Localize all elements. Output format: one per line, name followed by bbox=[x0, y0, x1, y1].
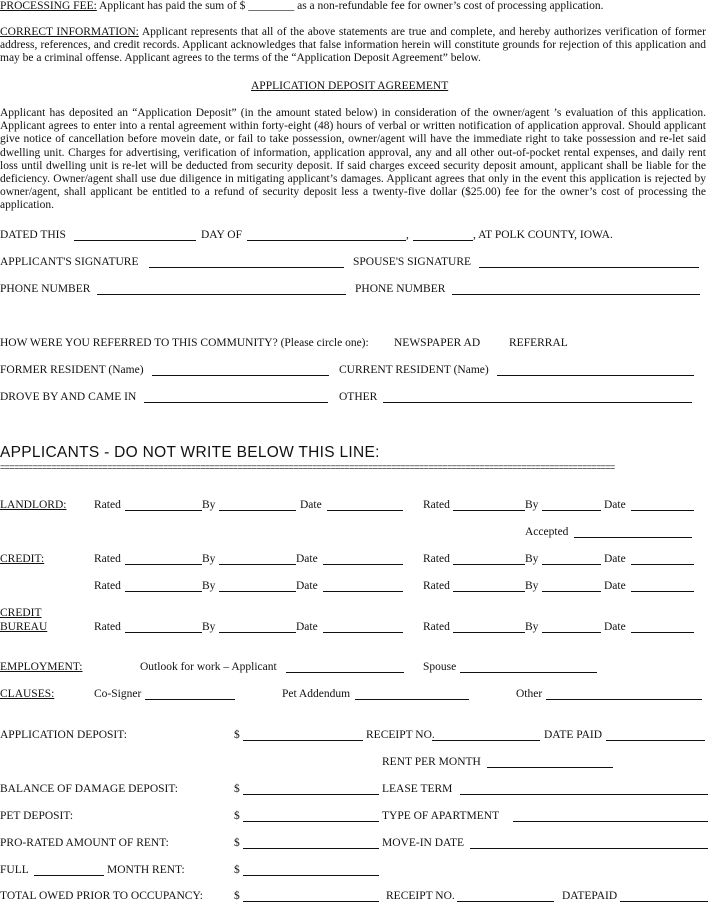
bureau-by-2-field[interactable] bbox=[542, 632, 601, 633]
outlook-spouse-field[interactable] bbox=[460, 672, 597, 673]
landlord-date-1-field[interactable] bbox=[327, 510, 403, 511]
credit-by-3-label: By bbox=[202, 580, 216, 592]
drove-by-label: DROVE BY AND CAME IN bbox=[0, 391, 137, 403]
bureau-date-2-label: Date bbox=[604, 621, 626, 633]
bureau-date-2-field[interactable] bbox=[631, 632, 694, 633]
processing-fee-text-1: Applicant has paid the sum of $ bbox=[96, 0, 249, 12]
co-signer-field[interactable] bbox=[145, 699, 235, 700]
type-apartment-label: TYPE OF APARTMENT bbox=[382, 810, 500, 822]
landlord-rated-2-label: Rated bbox=[423, 499, 450, 511]
current-resident-field[interactable] bbox=[497, 375, 694, 376]
applicant-phone-label: PHONE NUMBER bbox=[0, 283, 91, 295]
clauses-other-field[interactable] bbox=[546, 699, 702, 700]
outlook-label: Outlook for work – Applicant bbox=[140, 661, 277, 673]
credit-label: CREDIT: bbox=[0, 553, 45, 565]
referral-option-referral[interactable]: REFERRAL bbox=[509, 337, 568, 349]
applicant-signature-field[interactable] bbox=[149, 267, 344, 268]
date-paid-1-field[interactable] bbox=[606, 740, 705, 741]
landlord-by-2-field[interactable] bbox=[542, 510, 601, 511]
bureau-by-2-label: By bbox=[525, 621, 539, 633]
balance-damage-label: BALANCE OF DAMAGE DEPOSIT: bbox=[0, 783, 179, 795]
spouse-phone-label: PHONE NUMBER bbox=[355, 283, 446, 295]
pro-rated-dollar: $ bbox=[234, 837, 240, 849]
total-owed-label: TOTAL OWED PRIOR TO OCCUPANCY: bbox=[0, 890, 203, 902]
application-deposit-field[interactable] bbox=[243, 740, 363, 741]
month-rent-label: MONTH RENT: bbox=[107, 864, 185, 876]
date-paid-1-label: DATE PAID bbox=[544, 729, 603, 741]
outlook-applicant-field[interactable] bbox=[286, 672, 404, 673]
referral-question: HOW WERE YOU REFERRED TO THIS COMMUNITY? (Please circle one): bbox=[0, 337, 369, 349]
landlord-by-1-label: By bbox=[202, 499, 216, 511]
co-signer-label: Co-Signer bbox=[94, 688, 142, 700]
accepted-field[interactable] bbox=[574, 537, 692, 538]
applicant-signature-label: APPLICANT'S SIGNATURE bbox=[0, 256, 139, 268]
bureau-date-1-label: Date bbox=[296, 621, 318, 633]
credit-by-2-label: By bbox=[525, 553, 539, 565]
pet-addendum-field[interactable] bbox=[355, 699, 469, 700]
dated-this-label: DATED THIS bbox=[0, 229, 66, 241]
deposit-agreement-paragraph: Applicant has deposited an “Application Deposit” (in the amount stated below) in consideration of the owner/agent ’s evaluation of this application. Applicant agrees to enter into a rental agreement within forty-eight (48) hours of verbal or written notification of application approval. Should applicant give notice of cancellation before movein date, or fail to take possession, owner/agent will have the immediate right to take possession and re-let said dwelling unit. Charges for advertising, verification of information, application approval, any and all other out-of-pocket rental expenses, and daily rent loss until dwelling unit is re-let will be deducted from security deposit. If said charges exceed security deposit amount, applicant shall be liable for the deficiency. Owner/agent shall use due diligence in mitigating applicant’s damages. Applicant agrees that only in the event this application is rejected by owner/agent, shall applicant be entitled to a refund of security deposit less a twenty-five dollar ($25.00) fee for the owner’s cost of processing the application. bbox=[0, 107, 706, 212]
processing-fee-text-2: as a non-refundable fee for owner’s cost of processing application. bbox=[294, 0, 604, 12]
credit-date-2-field[interactable] bbox=[631, 564, 694, 565]
full-label: FULL bbox=[0, 864, 29, 876]
application-deposit-dollar: $ bbox=[234, 729, 240, 741]
bureau-rated-2-field[interactable] bbox=[453, 632, 525, 633]
bureau-by-1-label: By bbox=[202, 621, 216, 633]
separator-line: ==================================================================================================================================== bbox=[0, 462, 615, 472]
credit-rated-2-field[interactable] bbox=[453, 564, 525, 565]
application-deposit-label: APPLICATION DEPOSIT: bbox=[0, 729, 127, 741]
bureau-rated-2-label: Rated bbox=[423, 621, 450, 633]
credit-rated-1-label: Rated bbox=[94, 553, 121, 565]
full-month-dollar: $ bbox=[234, 864, 240, 876]
landlord-date-1-label: Date bbox=[300, 499, 322, 511]
referral-option-newspaper[interactable]: NEWSPAPER AD bbox=[394, 337, 481, 349]
other-referral-label: OTHER bbox=[339, 391, 378, 403]
bureau-rated-1-label: Rated bbox=[94, 621, 121, 633]
receipt-no-2-label: RECEIPT NO. bbox=[386, 890, 455, 902]
credit-date-1-field[interactable] bbox=[323, 564, 403, 565]
credit-date-4-label: Date bbox=[604, 580, 626, 592]
lease-term-label: LEASE TERM bbox=[382, 783, 453, 795]
balance-damage-field[interactable] bbox=[243, 794, 379, 795]
pet-deposit-field[interactable] bbox=[243, 821, 379, 822]
credit-rated-3-label: Rated bbox=[94, 580, 121, 592]
credit-date-2-label: Date bbox=[604, 553, 626, 565]
processing-fee-line bbox=[0, 0, 603, 13]
spouse-label: Spouse bbox=[423, 661, 457, 673]
correct-information-text: Applicant represents that all of the above statements are true and complete, and hereby authorizes verification of former address, references, and credit records. Applicant acknowledges that false information herein will constitute grounds for rejection of this application and may be a criminal offense. Applicant agrees to the terms of the “Application Deposit Agreement” below. bbox=[0, 26, 706, 65]
lease-term-field[interactable] bbox=[460, 794, 708, 795]
date-paid-2-field[interactable] bbox=[620, 901, 708, 902]
spouse-phone-field[interactable] bbox=[452, 294, 700, 295]
deposit-agreement-heading: APPLICATION DEPOSIT AGREEMENT bbox=[251, 80, 449, 92]
date-comma: , bbox=[406, 229, 409, 241]
current-resident-label: CURRENT RESIDENT (Name) bbox=[339, 364, 489, 376]
other-referral-field[interactable] bbox=[383, 402, 692, 403]
landlord-label: LANDLORD: bbox=[0, 499, 67, 511]
receipt-no-1-field[interactable] bbox=[432, 740, 540, 741]
clauses-label: CLAUSES: bbox=[0, 688, 55, 700]
credit-by-4-label: By bbox=[525, 580, 539, 592]
spouse-signature-field[interactable] bbox=[479, 267, 699, 268]
correct-information-paragraph bbox=[0, 26, 706, 66]
credit-rated-3-field[interactable] bbox=[125, 591, 202, 592]
pro-rated-field[interactable] bbox=[243, 848, 379, 849]
day-of-field[interactable] bbox=[247, 240, 406, 241]
total-owed-dollar: $ bbox=[234, 890, 240, 902]
former-resident-field[interactable] bbox=[152, 375, 329, 376]
pet-deposit-label: PET DEPOSIT: bbox=[0, 810, 74, 822]
total-owed-field[interactable] bbox=[243, 901, 379, 902]
office-use-heading: APPLICANTS - DO NOT WRITE BELOW THIS LINE: bbox=[0, 444, 380, 461]
landlord-date-2-label: Date bbox=[604, 499, 626, 511]
at-polk-county-label: , AT POLK COUNTY, IOWA. bbox=[473, 229, 613, 241]
receipt-no-1-label: RECEIPT NO. bbox=[366, 729, 435, 741]
pro-rated-label: PRO-RATED AMOUNT OF RENT: bbox=[0, 837, 169, 849]
spouse-signature-label: SPOUSE'S SIGNATURE bbox=[353, 256, 472, 268]
credit-rated-4-field[interactable] bbox=[453, 591, 525, 592]
dated-this-field[interactable] bbox=[74, 240, 196, 241]
credit-date-3-label: Date bbox=[296, 580, 318, 592]
credit-date-1-label: Date bbox=[296, 553, 318, 565]
employment-label: EMPLOYMENT: bbox=[0, 661, 83, 673]
landlord-rated-1-field[interactable] bbox=[125, 510, 202, 511]
accepted-label: Accepted bbox=[525, 526, 569, 538]
move-in-date-label: MOVE-IN DATE bbox=[382, 837, 465, 849]
credit-date-4-field[interactable] bbox=[631, 591, 694, 592]
year-field[interactable] bbox=[413, 240, 473, 241]
day-of-label: DAY OF bbox=[201, 229, 243, 241]
full-month-count-field[interactable] bbox=[34, 875, 104, 876]
type-apartment-field[interactable] bbox=[513, 821, 708, 822]
rent-per-month-field[interactable] bbox=[487, 767, 613, 768]
bureau-date-1-field[interactable] bbox=[323, 632, 403, 633]
credit-by-2-field[interactable] bbox=[542, 564, 601, 565]
rent-per-month-label: RENT PER MONTH bbox=[382, 756, 481, 768]
applicant-phone-field[interactable] bbox=[97, 294, 346, 295]
landlord-by-2-label: By bbox=[525, 499, 539, 511]
clauses-other-label: Other bbox=[516, 688, 543, 700]
bureau-rated-1-field[interactable] bbox=[125, 632, 202, 633]
date-paid-2-label: DATEPAID bbox=[562, 890, 618, 902]
credit-bureau-label-2: BUREAU bbox=[0, 621, 48, 633]
landlord-by-1-field[interactable] bbox=[219, 510, 296, 511]
credit-by-1-field[interactable] bbox=[219, 564, 296, 565]
correct-information-label: CORRECT INFORMATION: bbox=[0, 26, 139, 38]
credit-rated-1-field[interactable] bbox=[125, 564, 202, 565]
landlord-rated-1-label: Rated bbox=[94, 499, 121, 511]
credit-bureau-label-1: CREDIT bbox=[0, 607, 42, 619]
credit-rated-2-label: Rated bbox=[423, 553, 450, 565]
processing-fee-label: PROCESSING FEE: bbox=[0, 0, 97, 12]
drove-by-field[interactable] bbox=[144, 402, 328, 403]
credit-rated-4-label: Rated bbox=[423, 580, 450, 592]
receipt-no-2-field[interactable] bbox=[457, 901, 554, 902]
full-month-rent-field[interactable] bbox=[243, 875, 379, 876]
landlord-date-2-field[interactable] bbox=[631, 510, 694, 511]
processing-fee-blank[interactable]: ________ bbox=[248, 0, 295, 12]
landlord-rated-2-field[interactable] bbox=[453, 510, 525, 511]
bureau-by-1-field[interactable] bbox=[219, 632, 296, 633]
credit-date-3-field[interactable] bbox=[323, 591, 403, 592]
balance-damage-dollar: $ bbox=[234, 783, 240, 795]
credit-by-1-label: By bbox=[202, 553, 216, 565]
pet-addendum-label: Pet Addendum bbox=[282, 688, 351, 700]
pet-deposit-dollar: $ bbox=[234, 810, 240, 822]
move-in-date-field[interactable] bbox=[470, 848, 708, 849]
former-resident-label: FORMER RESIDENT (Name) bbox=[0, 364, 144, 376]
credit-by-4-field[interactable] bbox=[542, 591, 601, 592]
credit-by-3-field[interactable] bbox=[219, 591, 296, 592]
